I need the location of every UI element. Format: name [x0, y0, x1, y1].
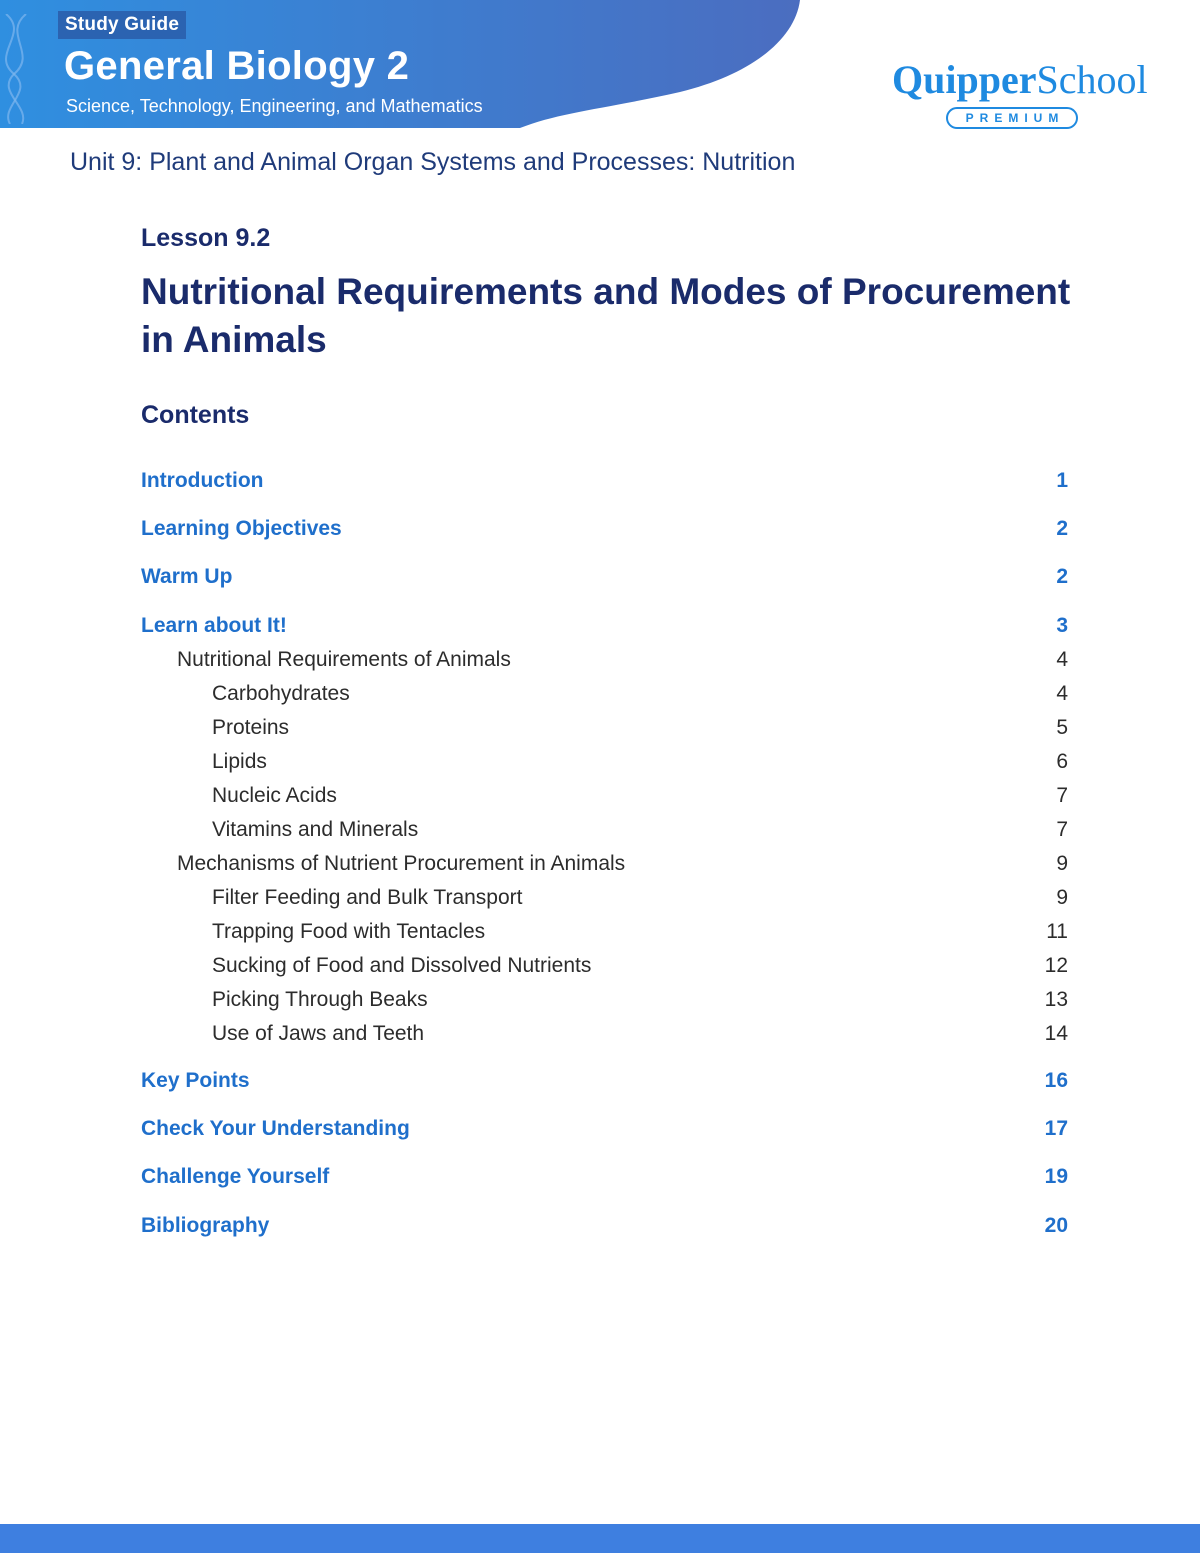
toc-entry-page: 2 — [1056, 565, 1068, 588]
toc-entry[interactable] — [141, 645, 1068, 675]
toc-entry[interactable] — [141, 781, 1068, 811]
toc-entry-page: 13 — [1044, 988, 1068, 1011]
toc-entry[interactable] — [141, 562, 1068, 592]
toc-entry-label: Check Your Understanding — [141, 1117, 410, 1140]
premium-badge: PREMIUM — [946, 107, 1078, 129]
toc-entry-label: Sucking of Food and Dissolved Nutrients — [212, 954, 592, 977]
toc-entry-label: Learning Objectives — [141, 517, 342, 540]
toc-entry-page: 20 — [1044, 1214, 1068, 1237]
toc-entry[interactable] — [141, 883, 1068, 913]
toc-entry-label: Nutritional Requirements of Animals — [177, 648, 511, 671]
logo-brand-bold: Quipper — [892, 57, 1037, 102]
dna-helix-icon — [0, 14, 40, 124]
toc-entry-label: Mechanisms of Nutrient Procurement in Animals — [177, 852, 626, 875]
toc-entry-page: 7 — [1056, 784, 1068, 807]
toc-entry[interactable] — [141, 1114, 1068, 1144]
toc-entry-label: Use of Jaws and Teeth — [212, 1022, 425, 1045]
toc-entry-label: Warm Up — [141, 565, 233, 588]
toc-entry-page: 6 — [1056, 750, 1068, 773]
toc-entry[interactable] — [141, 815, 1068, 845]
toc-entry[interactable] — [141, 1211, 1068, 1241]
toc-entry-page: 2 — [1056, 517, 1068, 540]
toc-entry-page: 5 — [1056, 716, 1068, 739]
toc-entry[interactable] — [141, 917, 1068, 947]
lesson-title: Nutritional Requirements and Modes of Procurement in Animals — [141, 271, 1071, 360]
toc-entry-page: 1 — [1056, 469, 1068, 492]
toc-entry-label: Filter Feeding and Bulk Transport — [212, 886, 523, 909]
toc-entry-page: 14 — [1044, 1022, 1068, 1045]
course-subtitle: Science, Technology, Engineering, and Mathematics — [66, 96, 483, 116]
toc-entry-page: 19 — [1044, 1165, 1068, 1188]
toc-entry-label: Nucleic Acids — [212, 784, 337, 807]
course-title: General Biology 2 — [64, 44, 410, 88]
toc-entry-label: Key Points — [141, 1069, 250, 1092]
toc-entry-label: Learn about It! — [141, 614, 287, 637]
footer-bar — [0, 1524, 1200, 1553]
toc-entry-label: Vitamins and Minerals — [212, 818, 419, 841]
toc-entry-page: 3 — [1056, 614, 1068, 637]
toc-entry[interactable] — [141, 1019, 1068, 1049]
header-banner — [0, 0, 820, 135]
quipper-school-logo — [892, 57, 1148, 129]
toc-entry[interactable] — [141, 849, 1068, 879]
toc-entry-page: 9 — [1056, 886, 1068, 909]
toc-entry-label: Trapping Food with Tentacles — [212, 920, 486, 943]
toc-entry-page: 11 — [1046, 920, 1068, 943]
toc-entry[interactable] — [141, 747, 1068, 777]
toc-entry[interactable] — [141, 951, 1068, 981]
toc-entry-label: Carbohydrates — [212, 682, 350, 705]
toc-entry[interactable] — [141, 514, 1068, 544]
toc-entry[interactable] — [141, 1162, 1068, 1192]
toc-entry-page: 4 — [1056, 682, 1068, 705]
toc-entry[interactable] — [141, 1066, 1068, 1096]
toc-entry[interactable] — [141, 466, 1068, 496]
toc-entry-page: 7 — [1056, 818, 1068, 841]
unit-title: Unit 9: Plant and Animal Organ Systems and Processes: Nutrition — [70, 148, 796, 176]
toc-entry-page: 16 — [1044, 1069, 1068, 1092]
logo-wordmark — [892, 57, 1148, 102]
toc-entry-label: Lipids — [212, 750, 267, 773]
toc-entry-page: 9 — [1056, 852, 1068, 875]
toc-entry-label: Bibliography — [141, 1214, 270, 1237]
contents-heading: Contents — [141, 401, 250, 429]
toc-entry-label: Picking Through Beaks — [212, 988, 428, 1011]
toc-entry-label: Proteins — [212, 716, 290, 739]
logo-brand-regular: School — [1036, 57, 1148, 102]
toc-entry[interactable] — [141, 679, 1068, 709]
toc-entry[interactable] — [141, 713, 1068, 743]
toc-entry-label: Introduction — [141, 469, 264, 492]
toc-entry-label: Challenge Yourself — [141, 1165, 330, 1188]
toc-entry-page: 12 — [1044, 954, 1068, 977]
toc-entry-page: 17 — [1044, 1117, 1068, 1140]
toc-entry[interactable] — [141, 611, 1068, 641]
toc-entry[interactable] — [141, 985, 1068, 1015]
study-guide-badge: Study Guide — [58, 11, 186, 39]
lesson-number: Lesson 9.2 — [141, 224, 271, 252]
toc-entry-page: 4 — [1056, 648, 1068, 671]
